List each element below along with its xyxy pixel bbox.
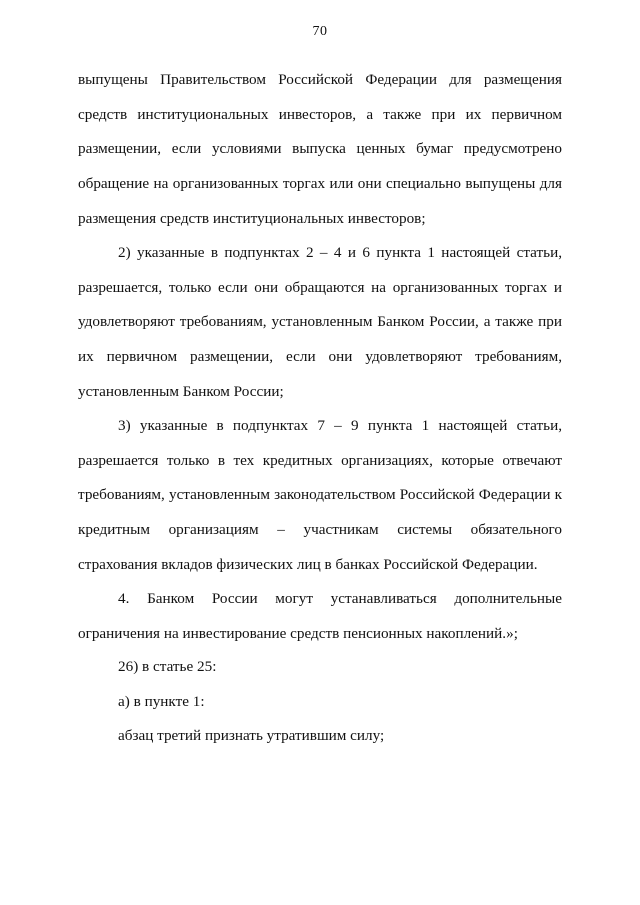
paragraph-line: размещении, если условиями выпуска ценных бумаг предусмотрено bbox=[78, 140, 562, 158]
paragraph-line: 26) в статье 25: bbox=[118, 658, 217, 675]
paragraph-line: обращение на организованных торгах или они специально выпущены для bbox=[78, 175, 562, 193]
paragraph-line: средств институциональных инвесторов, а также при их первичном bbox=[78, 105, 562, 123]
paragraph-line: ограничения на инвестирование средств пенсионных накоплений.»; bbox=[78, 624, 518, 642]
paragraph-5 bbox=[78, 650, 562, 754]
paragraph-1 bbox=[78, 63, 562, 236]
paragraph-line: страхования вкладов физических лиц в банках Российской Федерации. bbox=[78, 555, 538, 573]
paragraph-line: размещения средств институциональных инвесторов; bbox=[78, 209, 426, 227]
paragraph-2 bbox=[78, 236, 562, 409]
paragraph-line: а) в пункте 1: bbox=[118, 692, 205, 710]
paragraph-line: разрешается только в тех кредитных организациях, которые отвечают bbox=[78, 451, 562, 469]
paragraph-line: кредитным организациям – участникам системы обязательного bbox=[78, 521, 562, 539]
paragraph-line: удовлетворяют требованиям, установленным Банком России, а также при bbox=[78, 313, 562, 331]
paragraph-3 bbox=[78, 409, 562, 582]
paragraph-line: 3) указанные в подпунктах 7 – 9 пункта 1 настоящей статьи, bbox=[118, 417, 562, 434]
paragraph-line: установленным Банком России; bbox=[78, 382, 284, 400]
paragraph-line: разрешается, только если они обращаются на организованных торгах и bbox=[78, 278, 562, 296]
page-number: 70 bbox=[312, 24, 328, 39]
paragraph-line: их первичном размещении, если они удовлетворяют требованиям, bbox=[78, 348, 562, 366]
paragraph-line: абзац третий признать утратившим силу; bbox=[118, 727, 385, 745]
paragraph-line: 4. Банком России могут устанавливаться дополнительные bbox=[118, 590, 562, 607]
paragraph-line: выпущены Правительством Российской Федерации для размещения bbox=[78, 71, 562, 88]
paragraph-line: 2) указанные в подпунктах 2 – 4 и 6 пункта 1 настоящей статьи, bbox=[118, 244, 562, 261]
paragraph-4 bbox=[78, 582, 562, 651]
paragraph-line: требованиям, установленным законодательством Российской Федерации к bbox=[78, 486, 562, 504]
